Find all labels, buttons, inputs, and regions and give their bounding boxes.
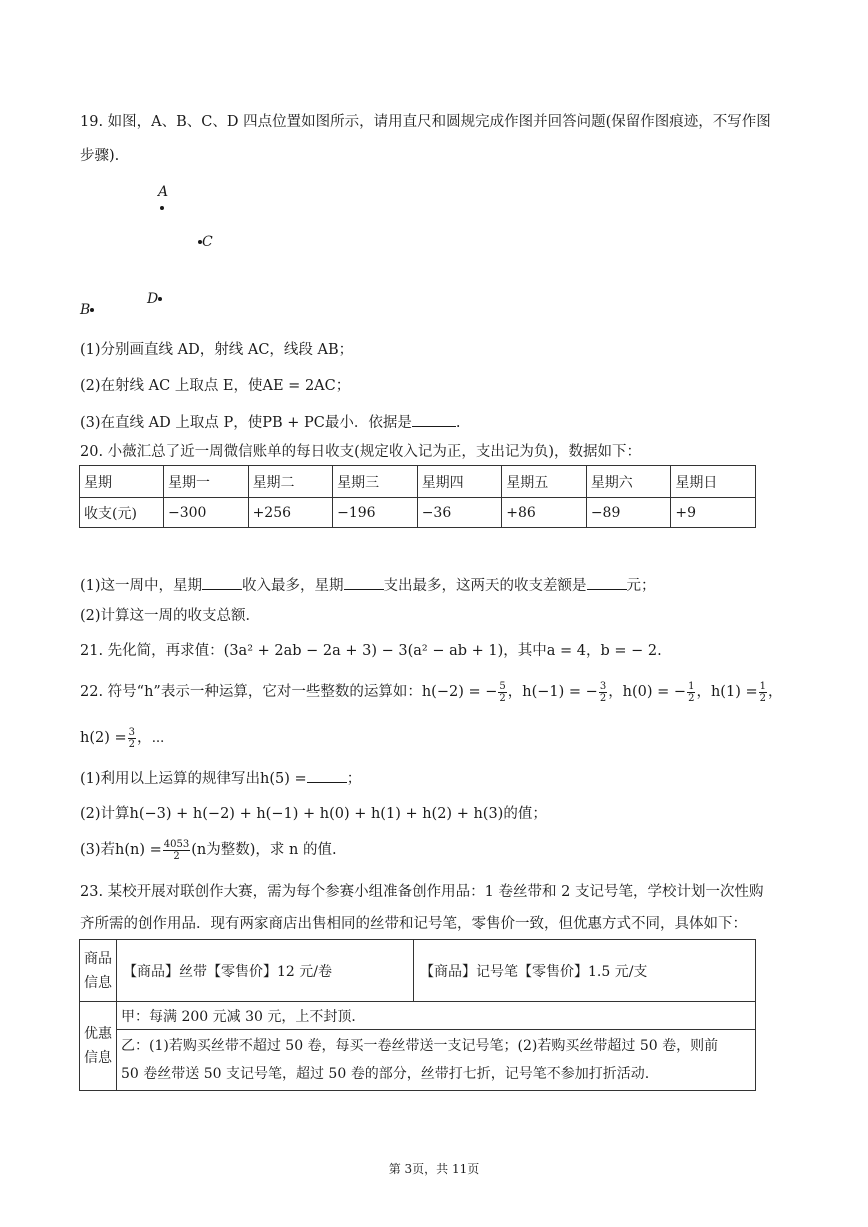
q23-line1: 23. 某校开展对联创作大赛，需为每个参赛小组准备创作用品：1 卷丝带和 2 支记号笔，学校计划一次性购 (80, 884, 764, 900)
goods-marker: 【商品】记号笔【零售价】1.5 元/支 (414, 940, 756, 1002)
table-header-row (80, 466, 756, 498)
table-cell: 星期六 (586, 466, 671, 498)
table-cell: +9 (671, 498, 756, 528)
table-cell: +256 (248, 498, 333, 528)
table-row (80, 940, 756, 1002)
fraction: $\frac{3}{2}$ (128, 726, 136, 750)
q22-sub1: (1)利用以上运算的规律写出h(5) = ； (80, 768, 361, 789)
q20-sub1: (1)这一周中，星期 收入最多，星期 支出最多，这两天的收支差额是 元； (80, 575, 656, 596)
point-a-dot (160, 206, 164, 210)
point-d: D (147, 291, 162, 307)
table-cell: +86 (502, 498, 587, 528)
table-cell: 星期四 (417, 466, 502, 498)
table-row (80, 1030, 756, 1091)
page-footer: 第 3页，共 11页 (388, 1162, 480, 1176)
label-offer: 优惠信息 (80, 1002, 117, 1091)
answer-blank[interactable] (202, 575, 242, 590)
fraction: $\frac{5}{2}$ (499, 680, 506, 704)
table-cell: 收支(元) (80, 498, 164, 528)
point-d-dot (158, 297, 162, 301)
q20-sub2: (2)计算这一周的收支总额． (80, 608, 261, 624)
offer-jia: 甲：每满 200 元减 30 元，上不封顶． (117, 1002, 756, 1030)
q22-sub2: (2)计算h(−3) + h(−2) + h(−1) + h(0) + h(1) + h(2) + h(3)的值； (80, 806, 547, 822)
table-cell: 星期二 (248, 466, 333, 498)
q21-text: 21. 先化简，再求值：(3a² + 2ab − 2a + 3) − 3(a² − ab + 1)，其中a = 4，b = − 2. (80, 643, 662, 659)
table-cell: −89 (586, 498, 671, 528)
q20-table (79, 465, 756, 528)
label-goods: 商品信息 (80, 940, 117, 1002)
q23-table (79, 939, 756, 1091)
table-cell: −300 (164, 498, 249, 528)
table-cell: −36 (417, 498, 502, 528)
table-row (80, 498, 756, 528)
answer-blank[interactable] (344, 575, 384, 590)
offer-yi: 乙：(1)若购买丝带不超过 50 卷，每买一卷丝带送一支记号笔；(2)若购买丝带超过 50 卷，则前 50 卷丝带送 50 支记号笔，超过 50 卷的部分，丝带打七折，记号笔不参加打折活动. (117, 1030, 756, 1091)
fraction: $\frac{4053}{2}$ (163, 838, 190, 862)
q19-sub3: (3)在直线 AD 上取点 P，使PB + PC最小．依据是 . (80, 412, 460, 433)
q20-intro: 20. 小薇汇总了近一周微信账单的每日收支(规定收入记为正，支出记为负)，数据如下： (80, 444, 641, 460)
table-cell: 星期三 (333, 466, 418, 498)
point-a: A (158, 184, 168, 216)
fraction: $\frac{3}{2}$ (599, 680, 607, 704)
table-cell: 星期 (80, 466, 164, 498)
point-b-dot (90, 308, 94, 312)
goods-ribbon: 【商品】丝带【零售价】12 元/卷 (117, 940, 414, 1002)
answer-blank[interactable] (307, 768, 347, 783)
answer-blank[interactable] (412, 412, 456, 427)
point-c: C (198, 234, 213, 250)
q19-sub2: (2)在射线 AC 上取点 E，使AE = 2AC； (80, 378, 351, 394)
point-b: B (80, 302, 94, 318)
q22-line2: h(2) = $\frac{3}{2}$ ，⋯ (80, 726, 165, 750)
q22-line1: 22. 符号“h”表示一种运算，它对一些整数的运算如：h(−2) = − $\frac{5}{2}$ ，h(−1) = − $\frac{3}{2}$ ，h(0) = − $\frac{1}{2}$ ，h(1) = $\frac{1}{2}$ ， (80, 680, 783, 704)
fraction: $\frac{1}{2}$ (688, 680, 695, 704)
q19-sub1: (1)分别画直线 AD，射线 AC，线段 AB； (80, 342, 354, 358)
fraction: $\frac{1}{2}$ (759, 680, 766, 704)
table-cell: 星期一 (164, 466, 249, 498)
answer-blank[interactable] (587, 575, 627, 590)
q22-sub3: (3)若h(n) = $\frac{4053}{2}$ (n为整数)，求 n 的值. (80, 838, 337, 862)
table-row (80, 1002, 756, 1030)
q23-line2: 齐所需的创作用品．现有两家商店出售相同的丝带和记号笔，零售价一致，但优惠方式不同，具体如下： (80, 916, 747, 932)
q19-line2: 步骤). (80, 148, 120, 164)
table-cell: 星期五 (502, 466, 587, 498)
q19-line1: 19. 如图，A、B、C、D 四点位置如图所示，请用直尺和圆规完成作图并回答问题(保留作图痕迹，不写作图 (80, 114, 771, 130)
table-cell: −196 (333, 498, 418, 528)
table-cell: 星期日 (671, 466, 756, 498)
